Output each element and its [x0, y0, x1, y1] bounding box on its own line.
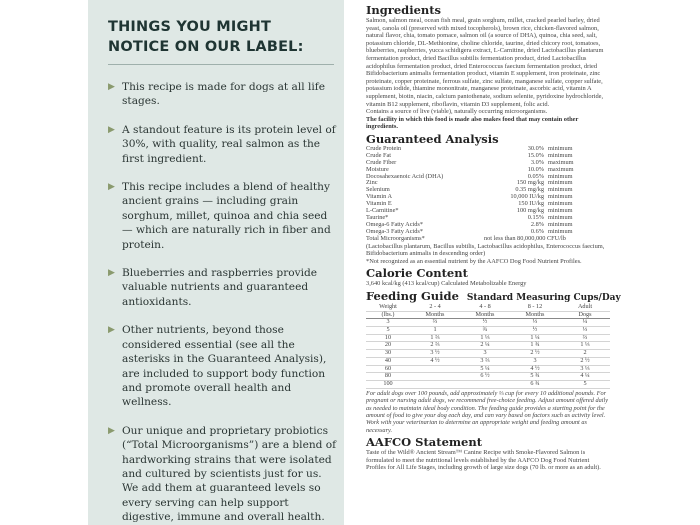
column-header: 2 - 4 — [410, 304, 460, 311]
table-cell: ¾ — [460, 327, 510, 335]
table-cell: 40 — [366, 357, 410, 365]
nutrient-name: Vitamin A — [366, 193, 393, 201]
table-cell: 10 — [366, 334, 410, 342]
table-cell — [410, 365, 460, 373]
nutrient-name: Total Microorganisms* — [366, 234, 425, 242]
feeding-note: For adult dogs over 100 pounds, add approximately ⅓ cup for every 10 additional pounds. For pregnant or nursing adult dogs, we recommend free-choice feeding. Adjust amount offered daily as needed to maintain ideal body condition. The feeding guide provides a starting point for the amount of food to give your dog each day, and can vary based on factors such as activity level. Work with your veterinarian to determine an appropriate weight and feeding amount as necessary. — [366, 389, 609, 434]
nutrient-basis: maximum — [548, 158, 574, 166]
nutrient-name: Selenium — [366, 186, 390, 194]
column-header: 4 - 8 — [460, 304, 510, 311]
nutrient-value: 15.0% — [527, 151, 544, 159]
nutrient-value: 150 IU/kg — [518, 200, 544, 208]
table-row — [366, 342, 610, 350]
table-cell: 1 ¼ — [510, 334, 560, 342]
column-header: Months — [410, 311, 460, 319]
nutrient-name: Crude Fiber — [366, 158, 397, 166]
table-cell: 5 — [560, 381, 610, 389]
column-header: (lbs.) — [366, 311, 410, 319]
table-cell: 4 ¼ — [560, 373, 610, 381]
table-cell: 30 — [366, 350, 410, 358]
table-cell: ¼ — [560, 319, 610, 327]
list-item — [108, 323, 340, 409]
live-microorganisms-note: Contains a source of live (viable), naturally occurring microorganisms. — [366, 108, 548, 116]
nutrient-name: Zinc — [366, 179, 378, 187]
nutrient-basis: minimum — [548, 220, 573, 228]
column-header: Months — [460, 311, 510, 319]
nutrient-value: 30.0% — [527, 144, 544, 152]
nutrient-name: L-Carnitine* — [366, 207, 399, 215]
bullet-text: This recipe is made for dogs at all life stages. — [122, 81, 325, 108]
nutrient-value: 150 mg/kg — [516, 179, 544, 187]
table-cell: 20 — [366, 342, 410, 350]
nutrient-name: Taurine* — [366, 213, 389, 221]
table-cell: 4 ½ — [410, 357, 460, 365]
feeding-guide-heading: Feeding Guide — [366, 288, 459, 303]
table-cell: 2 — [560, 350, 610, 358]
nutrient-name: Vitamin E — [366, 200, 392, 208]
nutrient-value: not less than 80,000,000 CFU/lb — [484, 234, 566, 242]
table-cell: 6 ¾ — [510, 381, 560, 389]
triangle-bullet-icon: ▶ — [108, 325, 115, 336]
feeding-guide-subheading: Standard Measuring Cups/Day — [466, 292, 621, 303]
table-row — [366, 236, 574, 243]
column-header: 8 - 12 — [510, 304, 560, 311]
list-item — [108, 80, 340, 109]
column-header: Weight — [366, 304, 410, 311]
asterisk-note: *Not recognized as an essential nutrient by the AAFCO Dog Food Nutrient Profiles. — [366, 257, 582, 265]
nutrient-value: 100 mg/kg — [516, 207, 544, 215]
aafco-text: Taste of the Wild® Ancient Stream™ Canine Recipe with Smoke-Flavored Salmon is formulated to meet the nutritional levels established by the AAFCO Dog Food Nutrient Profiles for All Life Stages, including growth of large size dogs (70 lb. or more as an adult). — [366, 449, 601, 472]
table-cell — [410, 373, 460, 381]
label-content — [366, 3, 621, 472]
table-cell: 4 ½ — [510, 365, 560, 373]
table-cell: 60 — [366, 365, 410, 373]
table-cell: 5 ¼ — [460, 365, 510, 373]
table-cell: 3 — [510, 357, 560, 365]
microorganisms-note: (Lactobacillus plantarum, Bacillus subtilis, Lactobacillus acidophilus, Enterococcus faecium, Bifidobacterium animalis in descending order) — [366, 242, 605, 258]
table-cell: 3 ⅔ — [460, 357, 510, 365]
feeding-table — [366, 304, 610, 389]
table-cell: 5 — [366, 327, 410, 335]
table-cell: 3 — [366, 319, 410, 327]
table-cell: 6 ½ — [460, 373, 510, 381]
panel-title-line-1: THINGS YOU MIGHT — [108, 19, 272, 35]
table-cell: 2 ¼ — [460, 342, 510, 350]
guaranteed-analysis-heading: Guaranteed Analysis — [366, 131, 499, 146]
facility-note: The facility in which this food is made also makes food that may contain other ingredients. — [366, 115, 579, 131]
triangle-bullet-icon: ▶ — [108, 425, 115, 436]
nutrient-name: Crude Fat — [366, 151, 392, 159]
nutrient-basis: minimum — [548, 186, 573, 194]
title-divider — [108, 64, 334, 65]
table-cell: 5 ¾ — [510, 373, 560, 381]
nutrient-basis: maximum — [548, 165, 574, 173]
table-cell: 1 — [410, 327, 460, 335]
table-cell: 1 ¾ — [510, 342, 560, 350]
nutrient-value: 0.6% — [530, 227, 544, 235]
nutrient-basis: minimum — [548, 200, 573, 208]
bullet-text: This recipe includes a blend of healthy ancient grains — including grain sorghum, millet, quinoa and chia seed — which are naturally rich in fiber and protein. — [122, 181, 331, 251]
column-header: Months — [510, 311, 560, 319]
nutrient-basis: minimum — [548, 193, 573, 201]
nutrient-value: 0.35 mg/kg — [515, 186, 544, 194]
table-cell: 2 ½ — [510, 350, 560, 358]
label-notes-list — [108, 80, 340, 525]
product-label — [344, 0, 621, 525]
list-item — [108, 180, 340, 252]
nutrient-name: Omega-6 Fatty Acids* — [366, 220, 424, 228]
table-cell: 1 ⅔ — [410, 334, 460, 342]
table-cell: ⅓ — [510, 319, 560, 327]
calorie-text: 3,640 kcal/kg (413 kcal/cup) Calculated Metabolizable Energy — [366, 280, 527, 288]
panel-title — [108, 17, 338, 57]
table-cell: 100 — [366, 381, 410, 389]
ingredients-heading: Ingredients — [366, 3, 442, 17]
nutrient-name: Docosahexaenoic Acid (DHA) — [366, 172, 444, 180]
nutrient-value: 0.05% — [527, 172, 544, 180]
list-item — [108, 424, 340, 525]
table-cell: 3 — [460, 350, 510, 358]
column-header: Adult — [560, 304, 610, 311]
triangle-bullet-icon: ▶ — [108, 124, 115, 135]
column-header: Dogs — [560, 311, 610, 319]
nutrient-basis: minimum — [548, 144, 573, 152]
triangle-bullet-icon: ▶ — [108, 268, 115, 279]
aafco-heading: AAFCO Statement — [366, 435, 483, 450]
bullet-text: Other nutrients, beyond those considered essential (see all the asterisks in the Guaranteed Analysis), are included to support body function and promote overall health and wellness. — [122, 324, 327, 409]
nutrient-value: 10,000 IU/kg — [510, 193, 544, 201]
feeding-guide-header — [366, 288, 621, 303]
table-cell: 2 ⅔ — [410, 342, 460, 350]
nutrient-basis: minimum — [548, 172, 573, 180]
calorie-heading: Calorie Content — [366, 266, 468, 281]
nutrient-basis: minimum — [548, 207, 573, 215]
bullet-text: Blueberries and raspberries provide valuable nutrients and guaranteed antioxidants. — [122, 267, 318, 308]
nutrient-value: 10.0% — [527, 165, 544, 173]
nutrient-name: Crude Protein — [366, 144, 402, 152]
table-cell: 80 — [366, 373, 410, 381]
table-row — [366, 357, 610, 365]
list-item — [108, 123, 340, 166]
guaranteed-analysis-table — [366, 146, 574, 243]
nutrient-value: 2.8% — [530, 220, 544, 228]
table-cell: ⅔ — [560, 334, 610, 342]
table-cell: 3 ⅓ — [560, 365, 610, 373]
nutrient-basis: minimum — [548, 179, 573, 187]
table-header-row — [366, 311, 610, 319]
triangle-bullet-icon: ▶ — [108, 182, 115, 193]
table-cell: 3 ½ — [410, 350, 460, 358]
table-cell: ½ — [460, 319, 510, 327]
nutrient-name: Omega-3 Fatty Acids* — [366, 227, 424, 235]
table-cell: 1 ⅓ — [560, 342, 610, 350]
table-cell: 1 ⅓ — [460, 334, 510, 342]
table-row — [366, 381, 610, 389]
table-row — [366, 319, 610, 327]
triangle-bullet-icon: ▶ — [108, 82, 115, 92]
nutrient-basis: minimum — [548, 151, 573, 159]
nutrient-name: Moisture — [366, 165, 389, 173]
table-cell: ⅓ — [560, 327, 610, 335]
panel-title-line-2: NOTICE ON OUR LABEL: — [108, 39, 304, 55]
ingredients-text: Salmon, salmon meal, ocean fish meal, grain sorghum, millet, cracked pearled barley, dried yeast, canola oil (preserved with mixed tocopherols), brown rice, chicken-flavored salmon, natural flavor, chia, tomato pomace, salmon oil (a source of DHA), quinoa, chia seed, salt, potassium chloride, DL-Methionine, choline chloride, taurine, dried chicory root, tomatoes, blueberries, raspberries, yucca schidigera extract, L-Carnitine, dried Lactobacillus plantarum fermentation product, dried Bacillus subtilis fermentation product, dried Lactobacillus acidophilus fermentation product, dried Enterococcus faecium fermentation product, dried Bifidobacterium animalis fermentation product, vitamin E supplement, iron proteinate, zinc proteinate, copper proteinate, ferrous sulfate, zinc sulfate, manganese sulfate, copper sulfate, potassium iodide, thiamine mononitrate, manganese proteinate, ascorbic acid, vitamin A supplement, biotin, niacin, calcium pantothenate, sodium selenite, pyridoxine hydrochloride, vitamin B12 supplement, riboflavin, vitamin D3 supplement, folic acid. — [366, 17, 604, 108]
table-cell: 2 ½ — [560, 357, 610, 365]
table-cell: ⅔ — [410, 319, 460, 327]
nutrient-value: 3.0% — [530, 158, 544, 166]
label-notes-panel — [88, 0, 344, 525]
table-row — [366, 373, 610, 381]
table-cell: ½ — [510, 327, 560, 335]
bullet-text: A standout feature is its protein level of 30%, with quality, real salmon as the first ingredient. — [122, 123, 336, 165]
bullet-text: Our unique and proprietary probiotics (“Total Microorganisms”) are a blend of hardworking strains that were isolated and cultured by scientists just for us. We add them at guaranteed levels so every serving can help support digestive, immune and overall health. — [122, 424, 337, 524]
nutrient-basis: minimum — [548, 213, 573, 221]
list-item — [108, 266, 340, 309]
nutrient-basis: minimum — [548, 227, 573, 235]
table-cell — [460, 381, 510, 389]
table-cell — [410, 381, 460, 389]
nutrient-value: 0.15% — [527, 213, 544, 221]
